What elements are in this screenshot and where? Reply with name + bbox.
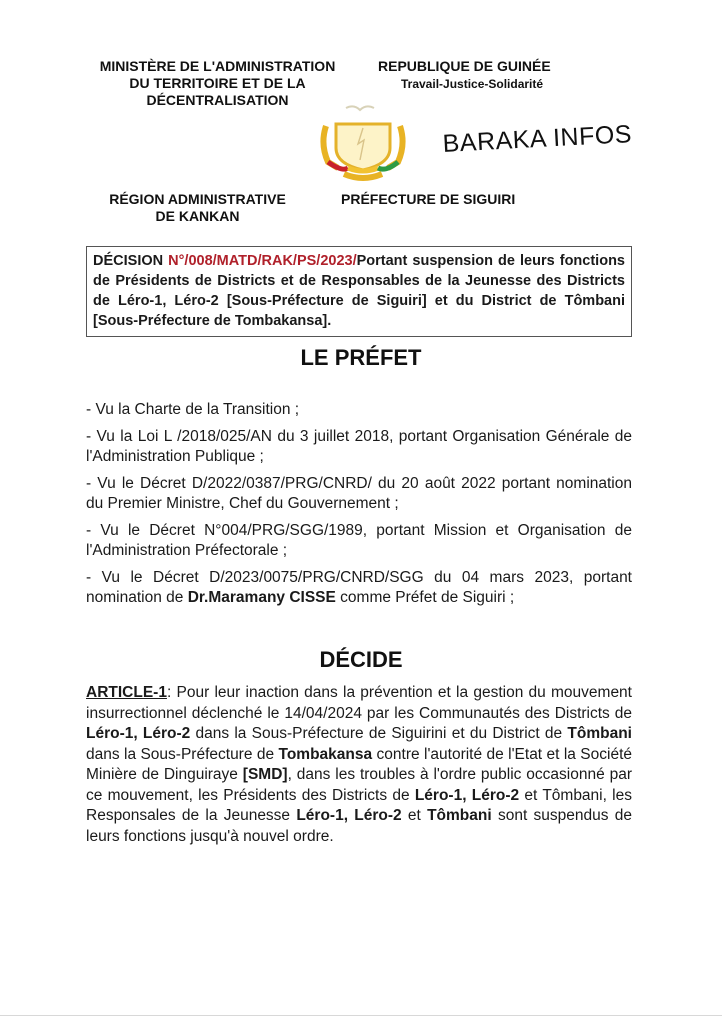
article-text: contre l'autorité de l'Etat et la Société Minière de Dinguiraye xyxy=(86,745,633,783)
ministry-line-3: DÉCENTRALISATION xyxy=(146,92,289,108)
article-text: , dans les troubles à l'ordre public occasionné par ce mouvement, les Présidents des Districts de xyxy=(86,766,632,804)
article-bold-text: Léro-1, Léro-2 xyxy=(296,807,402,824)
visa-item: - Vu la Charte de la Transition ; xyxy=(86,401,300,418)
article-bold-text: Léro-1, Léro-2 xyxy=(86,725,191,742)
region-line-2: DE KANKAN xyxy=(155,208,240,224)
prefet-name: Dr.Maramany CISSE xyxy=(187,589,336,606)
ministry-line-1: MINISTÈRE DE L'ADMINISTRATION xyxy=(99,58,336,74)
ministry-header xyxy=(80,58,355,109)
article-1-body xyxy=(86,684,632,845)
visa-item: - Vu la Loi L /2018/025/AN du 3 juillet 2018, portant Organisation Générale de l'Administration Publique ; xyxy=(86,427,632,465)
article-text: et xyxy=(401,807,428,824)
decide-heading: DÉCIDE xyxy=(319,647,403,672)
region-header xyxy=(80,191,315,225)
article-bold-text: [SMD] xyxy=(242,766,288,783)
republic-motto: Travail-Justice-Solidarité xyxy=(401,77,544,91)
article-text: dans la Sous-Préfecture de Siguirini et du District de xyxy=(190,725,568,742)
article-bold-text: Tômbani xyxy=(567,725,632,742)
article-1-label: ARTICLE-1 xyxy=(86,684,167,701)
republic-header: REPUBLIQUE DE GUINÉE xyxy=(378,58,551,74)
visa-item: - Vu le Décret D/2022/0387/PRG/CNRD/ du 20 août 2022 portant nomination du Premier Ministre, Chef du Gouvernement ; xyxy=(86,474,632,512)
le-prefet-heading: LE PRÉFET xyxy=(300,345,422,370)
watermark-baraka-infos: BARAKA INFOS xyxy=(442,120,633,158)
decision-subject: Portant suspension de leurs fonctions de Présidents de Districts et de Responsables de la Jeunesse des Districts de Léro-1, Léro-2 [Sous-Préfecture de Siguiri] et du District de Tômbani [Sous-Préfecture de Tombakansa]. xyxy=(93,253,625,329)
ministry-line-2: DU TERRITOIRE ET DE LA xyxy=(129,75,306,91)
article-text: et Tômbani, les Responsales de la Jeunesse xyxy=(86,786,632,824)
article-text: dans la Sous-Préfecture de xyxy=(86,745,279,763)
article-1 xyxy=(86,683,632,847)
visas-list xyxy=(86,400,632,615)
decision-box xyxy=(86,246,632,337)
region-line-1: RÉGION ADMINISTRATIVE xyxy=(109,191,286,207)
visa-text: - Vu le Décret D/2023/0075/PRG/CNRD/SGG du 04 mars 2023, portant nomination de xyxy=(86,568,632,606)
decision-number: N°/008/MATD/RAK/PS/2023/ xyxy=(168,253,357,269)
article-bold-text: Tômbani xyxy=(427,807,492,824)
prefecture-header: PRÉFECTURE DE SIGUIRI xyxy=(341,191,516,207)
article-bold-text: Tombakansa xyxy=(278,745,373,763)
visa-text: comme Préfet de Siguiri ; xyxy=(335,589,515,606)
page-bottom-edge xyxy=(0,1015,722,1016)
article-text: : Pour leur inaction dans la prévention et la gestion du mouvement insurrectionnel déclenché le 14/04/2024 par les Communautés des Districts de xyxy=(86,684,632,722)
guinea-coat-of-arms-icon xyxy=(308,104,418,184)
visa-item: - Vu le Décret N°004/PRG/SGG/1989, portant Mission et Organisation de l'Administration Préfectorale ; xyxy=(86,521,632,559)
article-text: sont suspendus de leurs fonctions jusqu'à nouvel ordre. xyxy=(86,807,632,845)
decision-prefix: DÉCISION xyxy=(93,253,169,269)
article-bold-text: Léro-1, Léro-2 xyxy=(414,786,520,804)
visa-item xyxy=(86,568,632,609)
